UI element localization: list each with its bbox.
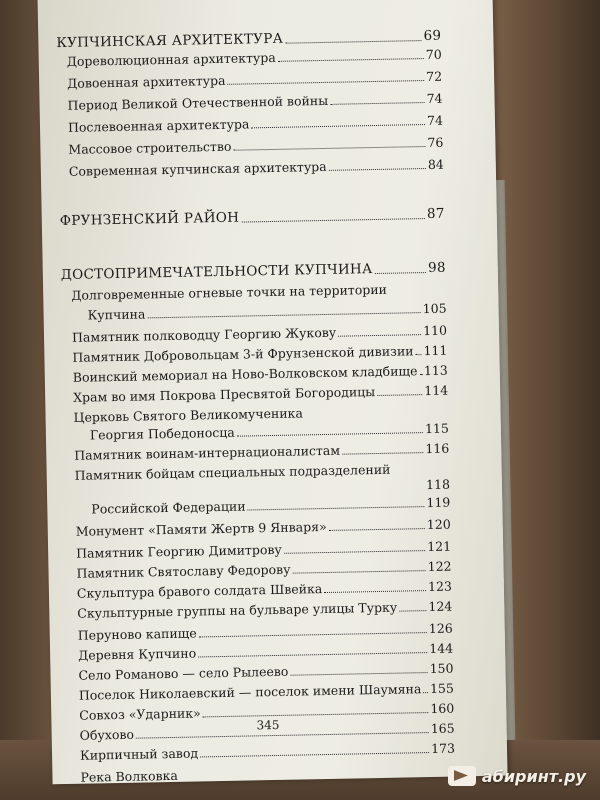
toc-item xyxy=(57,47,442,69)
watermark xyxy=(448,766,586,786)
toc-page-number: 69 xyxy=(423,27,442,45)
toc-page-number: 76 xyxy=(427,134,444,150)
toc-item xyxy=(68,641,453,663)
toc-item xyxy=(63,383,448,405)
toc-item xyxy=(65,495,450,517)
toc-page-number: 120 xyxy=(426,516,451,533)
toc-item xyxy=(68,621,453,643)
toc-page-number: 150 xyxy=(429,660,454,677)
toc-item-title: Скульптурные группы на бульваре улицы Турку xyxy=(77,599,398,621)
toc-item-title: Довоенная архитектура xyxy=(67,72,226,91)
dot-leader xyxy=(290,672,427,676)
dot-leader xyxy=(251,124,425,128)
dot-leader xyxy=(420,374,422,375)
toc-section-title: ФРУНЗЕНСКИЙ РАЙОН xyxy=(59,209,240,230)
dot-leader xyxy=(416,354,422,355)
toc-item-title: Памятник Святославу Федорову xyxy=(76,561,291,581)
toc-item-title: Кирпичный завод xyxy=(79,745,199,763)
toc-page-number: 113 xyxy=(423,362,448,379)
toc-item-title: Памятник Георгию Димитрову xyxy=(76,541,282,561)
toc-item-title: Храм во имя Покрова Пресвятой Богородицы xyxy=(73,384,376,405)
toc-item-title: Совхоз «Ударник» xyxy=(79,705,201,723)
toc-item-title: Памятник воинам-интернационалистам xyxy=(74,442,341,463)
toc-item-title: Памятник полководцу Георгию Жукову xyxy=(71,324,337,345)
dot-leader xyxy=(330,102,425,105)
toc-item xyxy=(68,661,453,683)
toc-page-number: 111 xyxy=(423,342,448,359)
dot-leader xyxy=(285,40,421,44)
dot-leader xyxy=(293,570,426,574)
toc-page-number: 105 xyxy=(422,300,447,317)
dot-leader xyxy=(278,58,424,62)
toc-item xyxy=(67,599,452,621)
toc-item-title: Воинский мемориал на Ново-Волковском кладбище xyxy=(72,363,418,385)
dot-leader xyxy=(324,590,426,593)
dot-leader xyxy=(93,489,424,495)
dot-leader xyxy=(399,610,426,612)
dot-leader xyxy=(329,168,426,171)
toc-item xyxy=(67,579,452,601)
toc-section-title: ДОСТОПРИМЕЧАТЕЛЬНОСТИ КУПЧИНА xyxy=(60,261,373,284)
toc-page-number: 122 xyxy=(427,558,452,575)
dot-leader xyxy=(136,732,429,739)
toc-page-number: 126 xyxy=(428,620,453,637)
dot-leader xyxy=(199,632,427,637)
dot-leader xyxy=(198,652,427,657)
dot-leader xyxy=(200,752,429,757)
dot-leader xyxy=(234,146,426,151)
toc-item-title: Обухово xyxy=(79,726,135,743)
dot-leader xyxy=(147,312,420,318)
play-logo-icon xyxy=(448,766,476,786)
dot-leader xyxy=(377,394,422,396)
toc-item-title: Георгия Победоносца xyxy=(89,424,235,443)
dot-leader xyxy=(329,528,425,531)
toc-page-number: 173 xyxy=(431,740,456,757)
toc-item-title: Перуново капище xyxy=(77,625,197,643)
toc-page-number: 124 xyxy=(428,598,453,615)
toc-item-title: Дореволюционная архитектура xyxy=(66,49,276,69)
toc-page-number: 84 xyxy=(427,156,444,172)
toc-page-number: 118 xyxy=(425,476,451,493)
toc-item xyxy=(58,135,443,157)
toc-page-number: 165 xyxy=(430,720,455,737)
toc-page-number: 123 xyxy=(427,578,453,595)
toc-item xyxy=(58,113,443,135)
toc-page-number: 116 xyxy=(425,440,450,457)
toc-item-line: Долговременные огневые точки на территории xyxy=(71,281,388,303)
toc-page-number: 160 xyxy=(430,700,455,717)
toc-item xyxy=(66,539,451,561)
dot-leader xyxy=(342,452,423,455)
toc-item xyxy=(66,517,451,539)
dot-leader xyxy=(228,80,425,85)
toc-item-title: Село Романово — село Рылеево xyxy=(78,663,289,683)
dot-leader xyxy=(248,506,425,510)
toc-item xyxy=(57,91,442,113)
dot-leader xyxy=(423,692,428,693)
dot-leader xyxy=(284,550,425,554)
toc-item xyxy=(62,323,447,345)
toc-item xyxy=(59,157,444,179)
toc-section-title: КУПЧИНСКАЯ АРХИТЕКТУРА xyxy=(56,30,284,52)
toc-page-number: 114 xyxy=(424,382,449,399)
toc-page-number: 110 xyxy=(422,322,448,339)
toc-item xyxy=(63,363,448,385)
dot-leader xyxy=(203,712,429,717)
toc-item-title: Монумент «Памяти Жертв 9 Января» xyxy=(75,518,327,539)
toc-item-title: Послевоенная архитектура xyxy=(67,116,250,135)
toc-item-title: Деревня Купчино xyxy=(78,645,197,663)
toc-item-title: Купчина xyxy=(87,306,146,323)
toc-item xyxy=(66,559,451,581)
toc-item-title: Памятник Добровольцам 3-й Фрунзенской дивизии xyxy=(72,343,414,365)
toc-item-title: Скульптура бравого солдата Швейка xyxy=(76,581,323,601)
toc-item xyxy=(57,69,442,91)
toc-item xyxy=(70,741,455,763)
toc-item-line: Река Волковка xyxy=(80,767,178,785)
toc-page-number: 98 xyxy=(427,259,446,276)
page-number: 345 xyxy=(256,717,280,733)
toc-item-title: Современная купчинская архитектура xyxy=(68,158,327,179)
book-page xyxy=(37,0,507,784)
toc-page-number: 74 xyxy=(426,90,443,106)
toc-item xyxy=(69,681,454,703)
dot-leader xyxy=(338,334,421,337)
dot-leader xyxy=(241,218,425,223)
toc-item-title: Российской Федерации xyxy=(91,498,246,517)
toc-page-number: 87 xyxy=(426,205,445,223)
toc-page-number: 119 xyxy=(426,494,451,511)
toc-page-number: 121 xyxy=(427,538,452,555)
toc-item-title: Поселок Николаевский — поселок имени Шаумяна xyxy=(78,681,422,703)
watermark-text: абиринт.ру xyxy=(481,766,586,786)
toc-item xyxy=(61,301,446,323)
toc-section-frunzensky xyxy=(60,207,445,229)
toc-item xyxy=(64,441,449,463)
toc-page-number: 155 xyxy=(429,680,454,697)
dot-leader xyxy=(237,432,423,437)
toc-item-title: Массовое строительство xyxy=(68,138,232,157)
toc-item-title: Период Великой Отечественной войны xyxy=(67,92,329,113)
toc-page-number: 115 xyxy=(424,420,450,437)
toc-item-line: Памятник бойцам специальных подразделений xyxy=(74,461,391,483)
toc-page-number: 70 xyxy=(425,46,442,62)
toc-section-sights xyxy=(61,261,446,283)
toc-page-number: 74 xyxy=(426,112,444,128)
toc-item xyxy=(62,343,447,365)
dot-leader xyxy=(375,272,426,274)
toc-item-line: Церковь Святого Великомученика xyxy=(73,405,303,425)
toc-page-number: 144 xyxy=(429,640,454,657)
toc-item xyxy=(64,421,449,443)
toc-page-number: 72 xyxy=(426,68,443,84)
